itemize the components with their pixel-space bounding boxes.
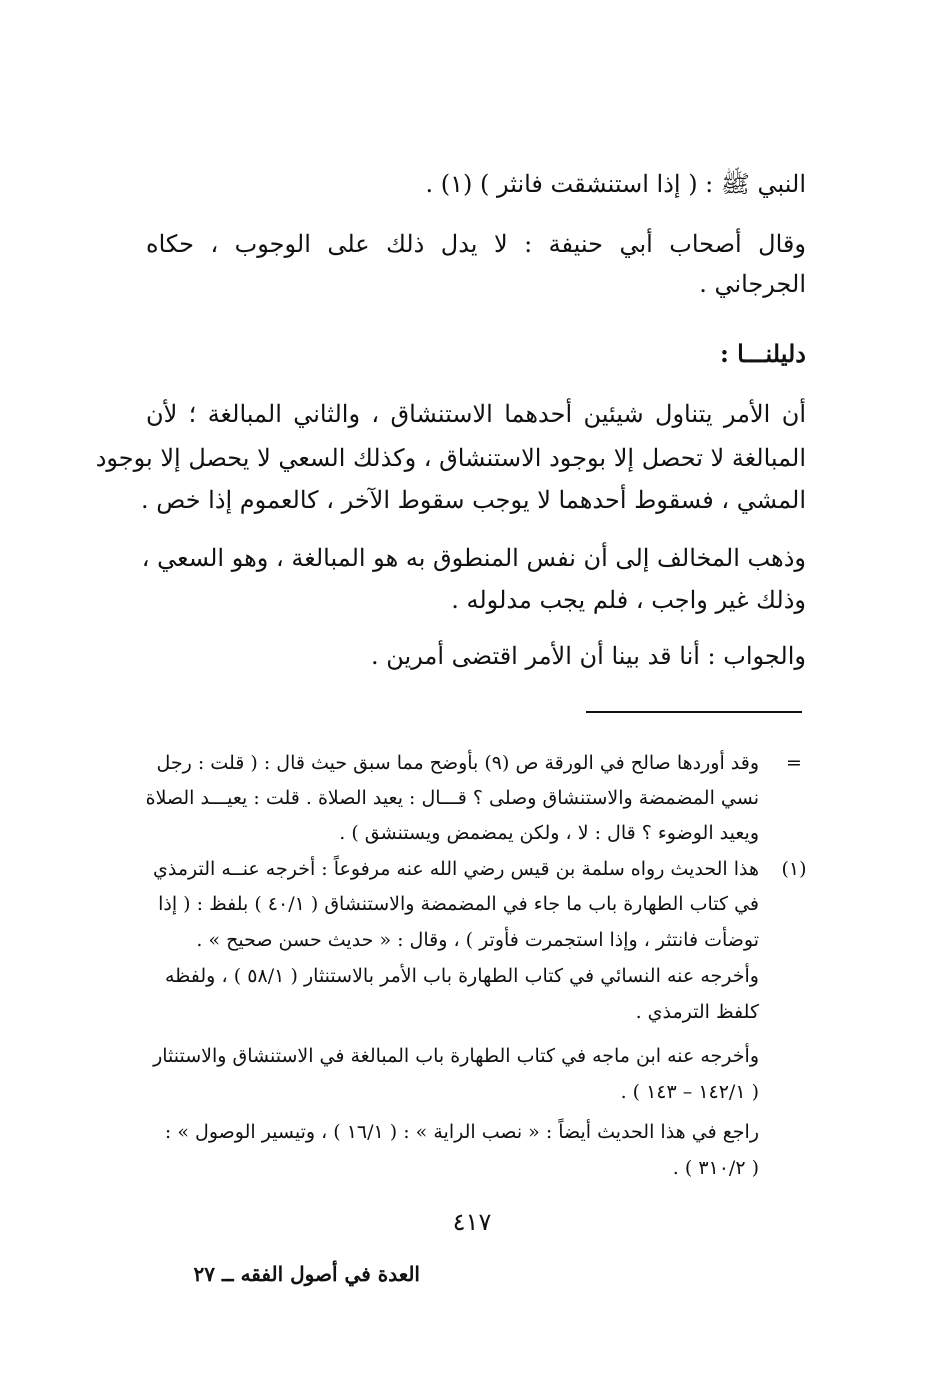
footnote-line: كلفظ الترمذي . (635, 1001, 759, 1023)
footnote-line: ويعيد الوضوء ؟ قال : لا ، ولكن يمضمض ويستنشق ) . (339, 822, 759, 844)
book-signature: العدة في أصول الفقه ــ ٢٧ (193, 1262, 420, 1286)
footnote-line: توضأت فانتثر ، وإذا استجمرت فأوتر ) ، وقال : « حديث حسن صحيح » . (196, 929, 759, 951)
text-line-7: المشي ، فسقوط أحدهما لا يوجب سقوط الآخر ، كالعموم إذا خص . (141, 486, 806, 514)
text-line-8: وذهب المخالف إلى أن نفس المنطوق به هو المبالغة ، وهو السعي ، (141, 544, 806, 572)
text-line-3: الجرجاني . (699, 270, 806, 298)
footnote-line: راجع في هذا الحديث أيضاً : « نصب الراية » : ( ١٦/١ ) ، وتيسير الوصول » : (164, 1121, 759, 1143)
footnote-line: وقد أوردها صالح في الورقة ص (٩) بأوضح مما سبق حيث قال : ( قلت : رجل (156, 752, 759, 774)
text-line-10: والجواب : أنا قد بينا أن الأمر اقتضى أمرين . (371, 642, 806, 670)
section-heading: دليلنـــا : (719, 339, 806, 368)
footnote-line: هذا الحديث رواه سلمة بن قيس رضي الله عنه مرفوعاً : أخرجه عنــه الترمذي (153, 858, 759, 880)
text-line-9: وذلك غير واجب ، فلم يجب مدلوله . (451, 586, 806, 614)
text-line-1: النبي ﷺ : ( إذا استنشقت فانثر ) (١) . (425, 170, 806, 198)
footnote-line: في كتاب الطهارة باب ما جاء في المضمضة والاستنشاق ( ٤٠/١ ) بلفظ : ( إذا (158, 893, 759, 915)
page-number: ٤١٧ (452, 1208, 492, 1236)
footnote-line: وأخرجه عنه النسائي في كتاب الطهارة باب الأمر بالاستنثار ( ٥٨/١ ) ، ولفظه (165, 965, 759, 987)
text-line-2: وقال أصحاب أبي حنيفة : لا يدل ذلك على الوجوب ، حكاه (146, 230, 806, 258)
footnote-line: نسي المضمضة والاستنشاق وصلى ؟ قـــال : يعيد الصلاة . قلت : يعيـــد الصلاة (145, 787, 759, 809)
footnote-separator (586, 711, 802, 713)
footnote-line: وأخرجه عنه ابن ماجه في كتاب الطهارة باب المبالغة في الاستنشاق والاستنثار (153, 1045, 759, 1067)
footnote-1-marker: (١) (781, 858, 807, 880)
footnote-continuation-marker: = (786, 752, 802, 774)
footnote-line: ( ٣١٠/٢ ) . (672, 1157, 759, 1179)
text-line-6: المبالغة لا تحصل إلا بوجود الاستنشاق ، وكذلك السعي لا يحصل إلا بوجود (95, 444, 806, 472)
footnote-line: ( ١٤٢/١ – ١٤٣ ) . (620, 1081, 759, 1103)
text-line-5: أن الأمر يتناول شيئين أحدهما الاستنشاق ، والثاني المبالغة ؛ لأن (146, 400, 806, 428)
